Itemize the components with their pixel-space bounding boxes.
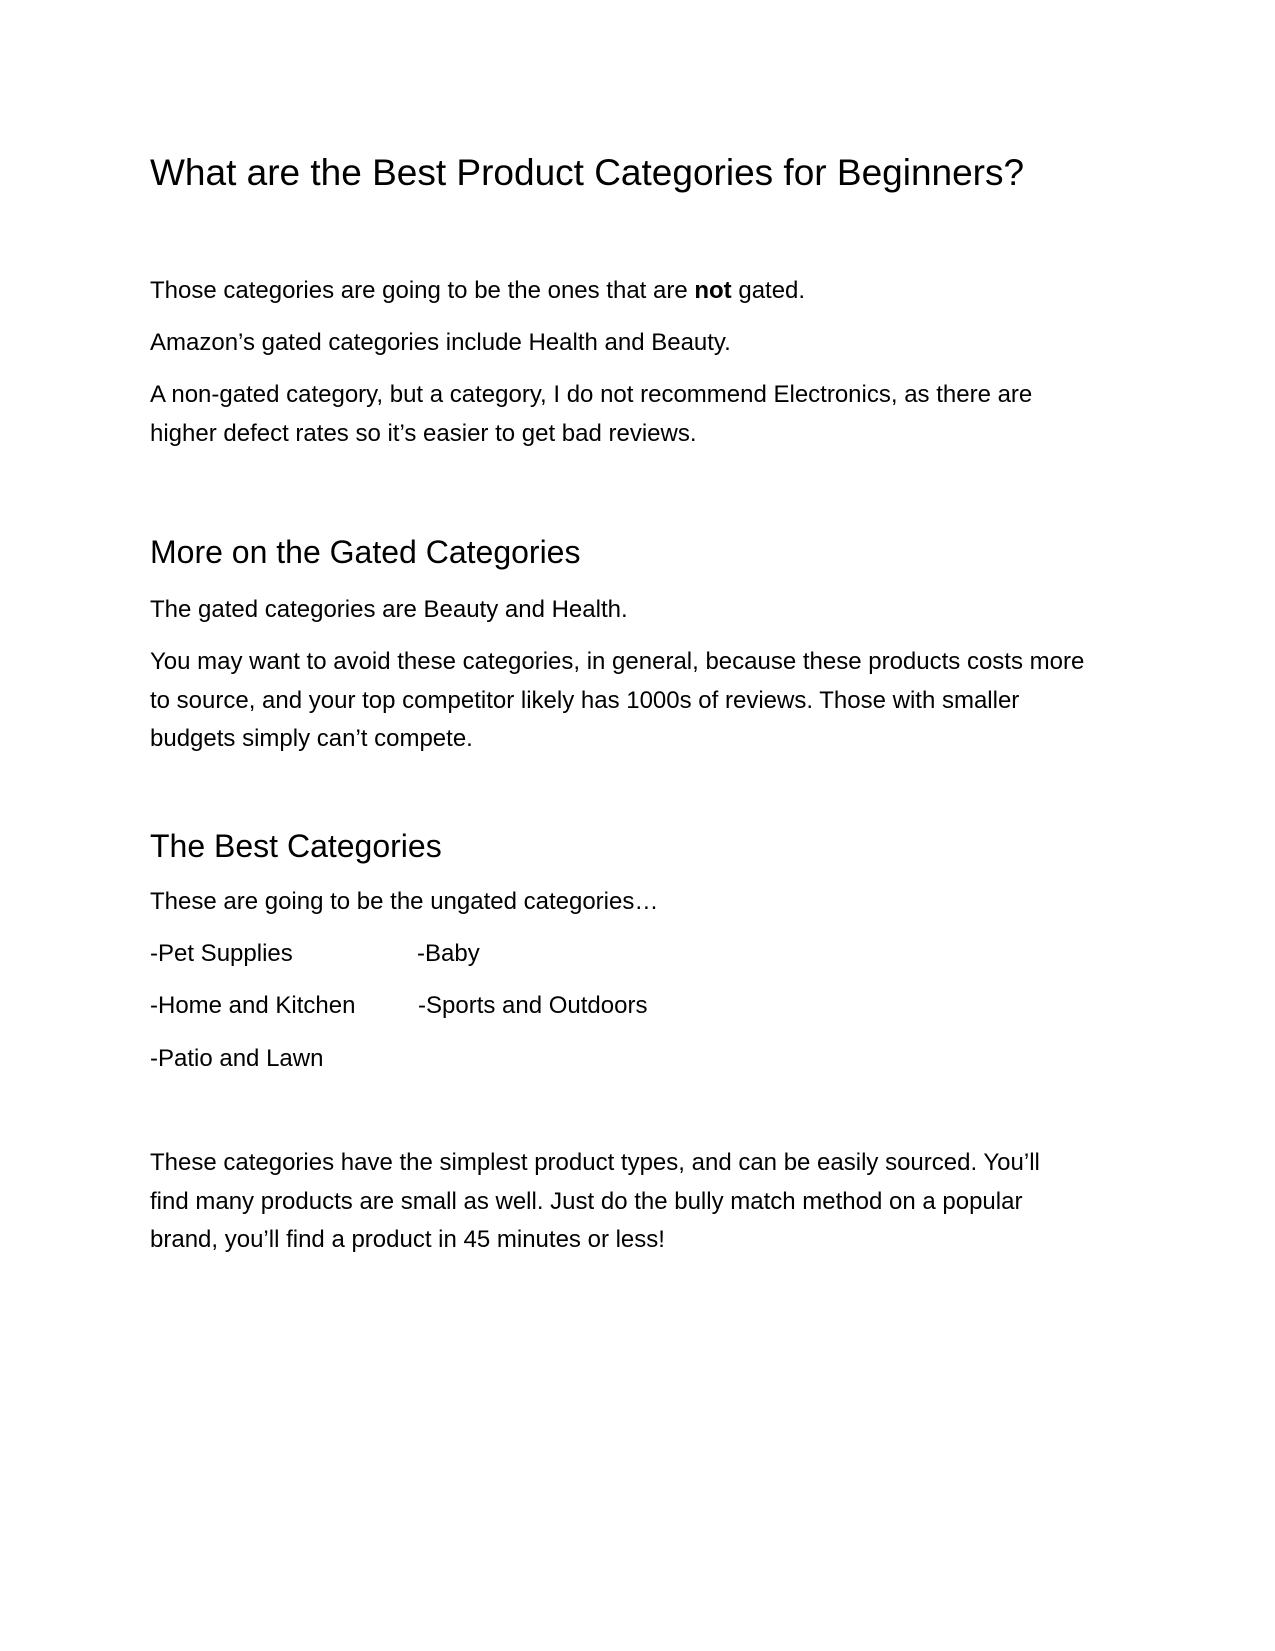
gated-paragraph-2: You may want to avoid these categories, in general, because these products costs more to source, and your top competitor likely has 1000s of reviews. Those with smaller budgets simply can’t compete. [150, 648, 1085, 752]
intro-paragraph-1 [150, 272, 1140, 311]
intro-text-after: gated. [731, 277, 806, 304]
category-list-row [150, 987, 648, 1025]
intro-paragraph-2: Amazon’s gated categories include Health and Beauty. [150, 329, 731, 356]
closing-paragraph: These categories have the simplest product types, and can be easily sourced. You’ll find many products are small as well. Just do the bully match method on a popular brand, you’ll find a product in 45 minutes or less! [150, 1149, 1040, 1253]
intro-bold-word: not [694, 277, 732, 304]
category-item: -Sports and Outdoors [418, 992, 648, 1019]
gated-section-heading: More on the Gated Categories [150, 534, 581, 570]
intro-paragraph-3: A non-gated category, but a category, I do not recommend Electronics, as there are higher defect rates so it’s easier to get bad reviews. [150, 381, 1033, 447]
category-list-row [150, 935, 480, 973]
category-item: -Patio and Lawn [150, 1045, 324, 1072]
category-list-row [150, 1040, 323, 1078]
category-item: -Baby [417, 940, 480, 967]
category-item: -Pet Supplies [150, 940, 293, 967]
page-title: What are the Best Product Categories for Beginners? [150, 152, 1025, 193]
best-section-heading: The Best Categories [150, 828, 442, 864]
gated-paragraph-1: The gated categories are Beauty and Health. [150, 596, 628, 623]
best-section-intro: These are going to be the ungated categories… [150, 888, 659, 915]
intro-text-before: Those categories are going to be the ones that are [150, 277, 695, 304]
category-item: -Home and Kitchen [150, 992, 356, 1019]
